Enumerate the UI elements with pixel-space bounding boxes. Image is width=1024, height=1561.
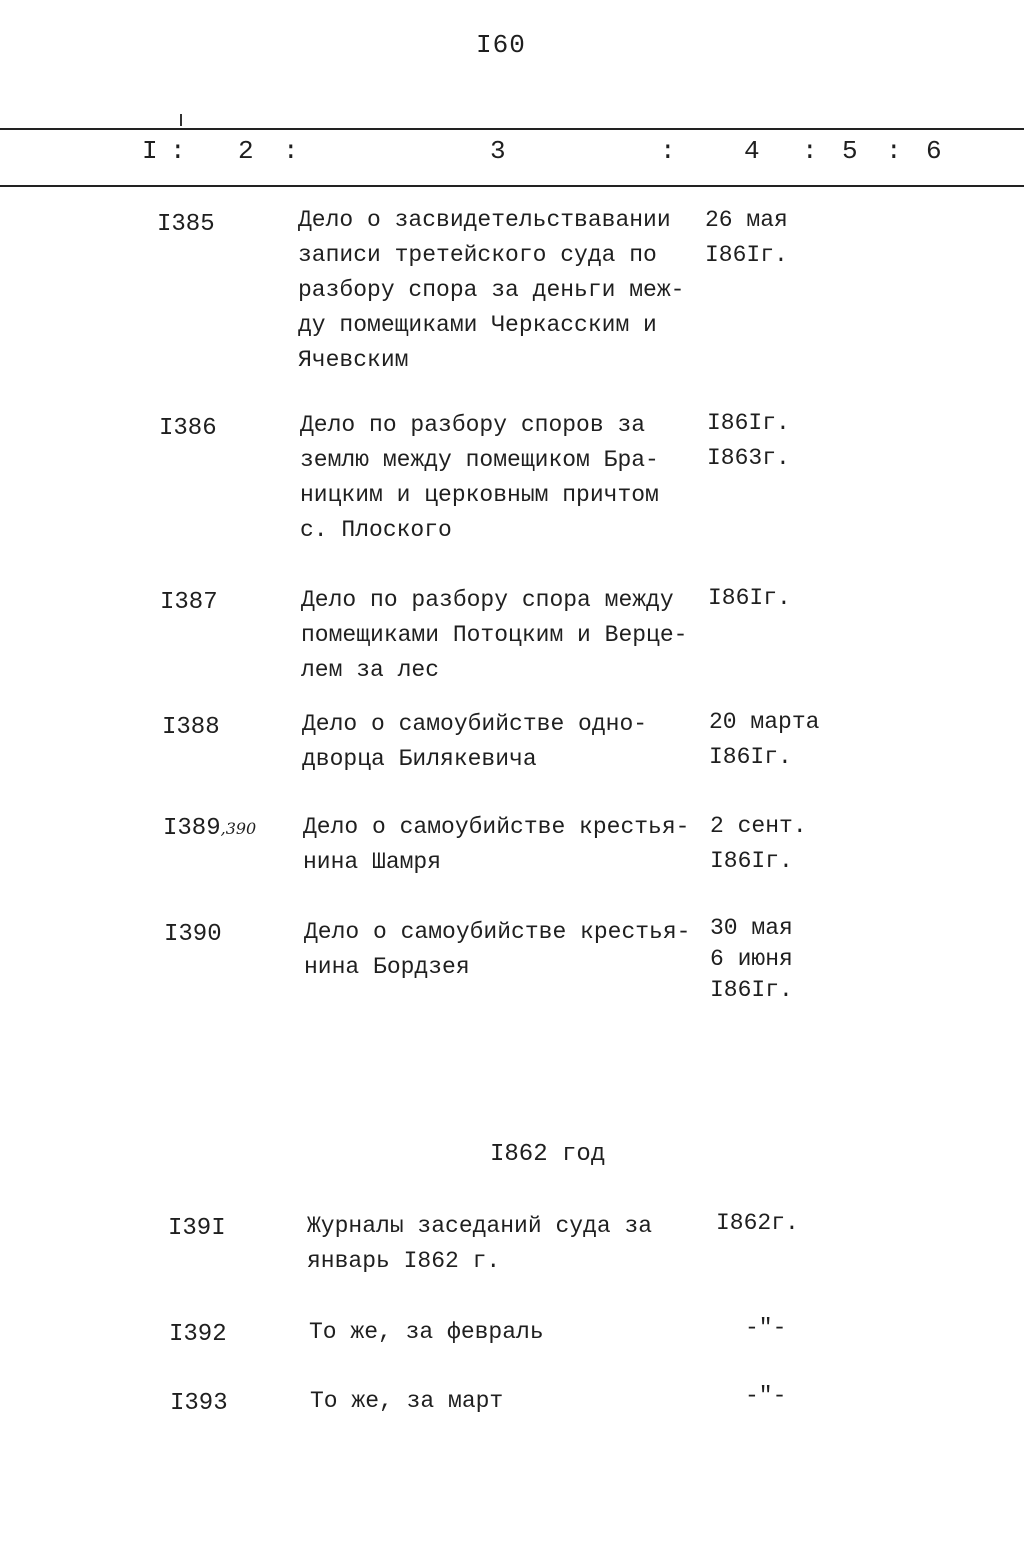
description-line: Дело по разбору споров за	[300, 412, 646, 438]
description-line: То же, за февраль	[309, 1319, 544, 1345]
column-separator: :	[802, 136, 818, 166]
handwritten-annotation: ,390	[220, 819, 257, 838]
entry-dates	[710, 809, 807, 879]
description-line: землю между помещиком Бра-	[300, 447, 659, 473]
description-line: дворца Билякевича	[302, 746, 537, 772]
entry-number: I387	[160, 589, 218, 616]
date-line: I86Iг.	[710, 848, 793, 874]
entry-number: I388	[162, 714, 220, 741]
entry-description	[309, 1315, 544, 1350]
date-line: I863г.	[707, 445, 790, 471]
entry-number: I39I	[168, 1215, 226, 1242]
entry-dates	[710, 913, 793, 1006]
ditto-mark: -"-	[745, 1315, 787, 1341]
entry-description	[303, 810, 689, 880]
entry-number: I385	[157, 211, 215, 238]
entry-dates	[745, 1379, 786, 1414]
column-header-1: I	[142, 136, 158, 166]
description-line: с. Плоского	[300, 517, 452, 543]
column-header-3: 3	[490, 136, 506, 166]
date-line: 2 сент.	[710, 813, 807, 839]
section-title-year: I862 год	[490, 1141, 606, 1168]
description-line: То же, за март	[310, 1388, 504, 1414]
date-line: 6 июня	[710, 946, 793, 972]
entry-number-cell	[163, 812, 256, 846]
description-line: нина Шамря	[303, 849, 442, 875]
description-line: ду помещиками Черкасским и	[298, 312, 657, 338]
date-line: I86Iг.	[710, 977, 793, 1003]
entry-dates	[708, 581, 791, 616]
date-line: I862г.	[716, 1210, 799, 1236]
ditto-mark: -"-	[745, 1383, 787, 1409]
entry-number: I390	[164, 921, 222, 948]
description-line: январь I862 г.	[307, 1248, 501, 1274]
date-line: I86Iг.	[708, 585, 791, 611]
date-line: I86Iг.	[705, 242, 788, 268]
date-line: I86Iг.	[707, 410, 790, 436]
description-line: ницким и церковным причтом	[300, 482, 659, 508]
description-line: Дело о самоубийстве крестья-	[303, 814, 690, 840]
description-line: Дело о засвидетельствавании	[298, 207, 671, 233]
entry-dates	[707, 406, 790, 476]
column-separator: :	[886, 136, 902, 166]
column-separator: :	[170, 136, 186, 166]
entry-number: I393	[170, 1390, 228, 1417]
description-line: Дело по разбору спора между	[301, 587, 674, 613]
date-line: I86Iг.	[709, 744, 792, 770]
entry-dates	[705, 203, 788, 273]
entry-description	[310, 1384, 503, 1419]
entry-description	[298, 203, 684, 378]
column-header-6: 6	[926, 136, 942, 166]
column-header-2: 2	[238, 136, 254, 166]
description-line: Дело о самоубийстве крестья-	[304, 919, 691, 945]
column-separator: :	[660, 136, 676, 166]
page-number: I60	[476, 30, 526, 60]
entry-dates	[716, 1206, 799, 1241]
date-line: 30 мая	[710, 915, 793, 941]
description-line: Дело о самоубийстве одно-	[302, 711, 648, 737]
entry-dates	[709, 705, 819, 775]
column-header-5: 5	[842, 136, 858, 166]
entry-description	[301, 583, 687, 688]
description-line: Ячевским	[298, 347, 409, 373]
entry-number: I392	[169, 1321, 227, 1348]
entry-description	[300, 408, 659, 548]
entry-dates	[745, 1311, 786, 1346]
description-line: лем за лес	[301, 657, 440, 683]
entry-description	[302, 707, 647, 777]
description-line: помещиками Потоцким и Верце-	[301, 622, 688, 648]
date-line: 20 марта	[709, 709, 820, 735]
entry-description	[307, 1209, 652, 1279]
table-top-rule	[0, 128, 1024, 130]
table-header-rule	[0, 185, 1024, 187]
description-line: разбору спора за деньги меж-	[298, 277, 685, 303]
description-line: Журналы заседаний суда за	[307, 1213, 653, 1239]
entry-number: I389	[163, 815, 221, 842]
margin-tick-mark	[180, 114, 182, 126]
column-header-4: 4	[744, 136, 760, 166]
description-line: записи третейского суда по	[298, 242, 657, 268]
description-line: нина Бордзея	[304, 954, 470, 980]
entry-number: I386	[159, 415, 217, 442]
date-line: 26 мая	[705, 207, 788, 233]
column-separator: :	[283, 136, 299, 166]
entry-description	[304, 915, 690, 985]
